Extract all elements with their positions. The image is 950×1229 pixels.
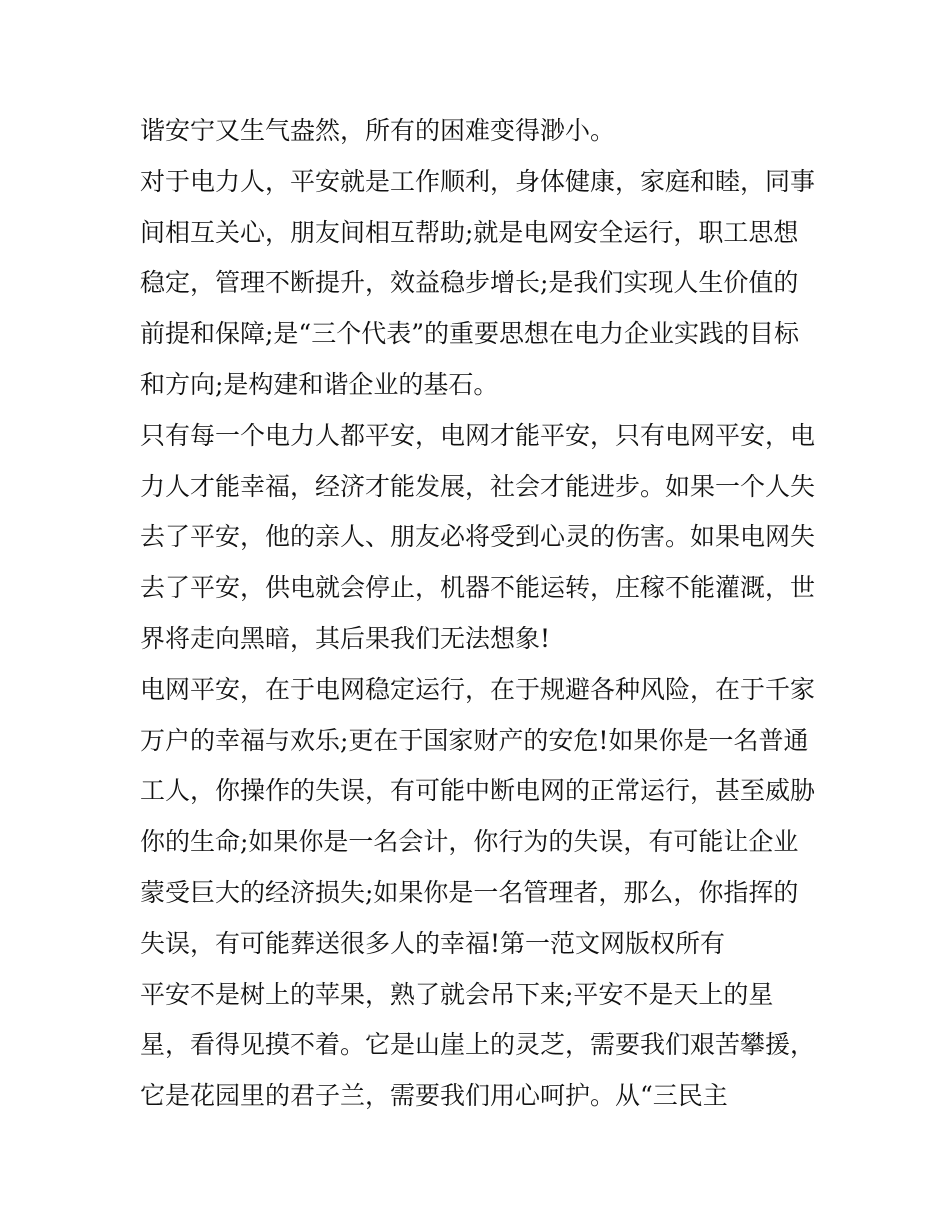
- text-line: 对于电力人，平安就是工作顺利，身体健康，家庭和睦，同事: [140, 166, 816, 196]
- text-line: 前提和保障;是“三个代表”的重要思想在电力企业实践的目标: [140, 319, 799, 349]
- text-line: 你的生命;如果你是一名会计，你行为的失误，有可能让企业: [140, 827, 799, 857]
- text-line: 电网平安，在于电网稳定运行，在于规避各种风险，在于千家: [140, 674, 816, 704]
- text-line: 界将走向黑暗，其后果我们无法想象!: [140, 623, 551, 653]
- text-line: 力人才能幸福，经济才能发展，社会才能进步。如果一个人失: [140, 471, 816, 501]
- text-line: 它是花园里的君子兰，需要我们用心呵护。从“三民主: [140, 1081, 728, 1111]
- text-line: 星，看得见摸不着。它是山崖上的灵芝，需要我们艰苦攀援，: [140, 1030, 816, 1060]
- text-line: 和方向;是构建和谐企业的基石。: [140, 369, 499, 399]
- text-line: 谐安宁又生气盎然，所有的困难变得渺小。: [140, 116, 616, 145]
- text-line: 蒙受巨大的经济损失;如果你是一名管理者，那么，你指挥的: [140, 877, 799, 907]
- text-line: 万户的幸福与欢乐;更在于国家财产的安危!如果你是一名普通: [140, 725, 809, 755]
- text-line: 平安不是树上的苹果，熟了就会吊下来;平安不是天上的星: [140, 979, 774, 1009]
- text-line: 去了平安，供电就会停止，机器不能运转，庄稼不能灌溉，世: [140, 573, 816, 603]
- text-line: 稳定，管理不断提升，效益稳步增长;是我们实现人生价值的: [140, 268, 799, 298]
- text-line: 去了平安，他的亲人、朋友必将受到心灵的伤害。如果电网失: [140, 522, 816, 552]
- text-line: 工人，你操作的失误，有可能中断电网的正常运行，甚至威胁: [140, 776, 816, 806]
- text-line: 只有每一个电力人都平安，电网才能平安，只有电网平安，电: [140, 420, 816, 450]
- document-body: [140, 106, 830, 1122]
- text-line: 间相互关心，朋友间相互帮助;就是电网安全运行，职工思想: [140, 217, 799, 247]
- text-line: 失误，有可能葬送很多人的幸福!第一范文网版权所有: [140, 928, 726, 958]
